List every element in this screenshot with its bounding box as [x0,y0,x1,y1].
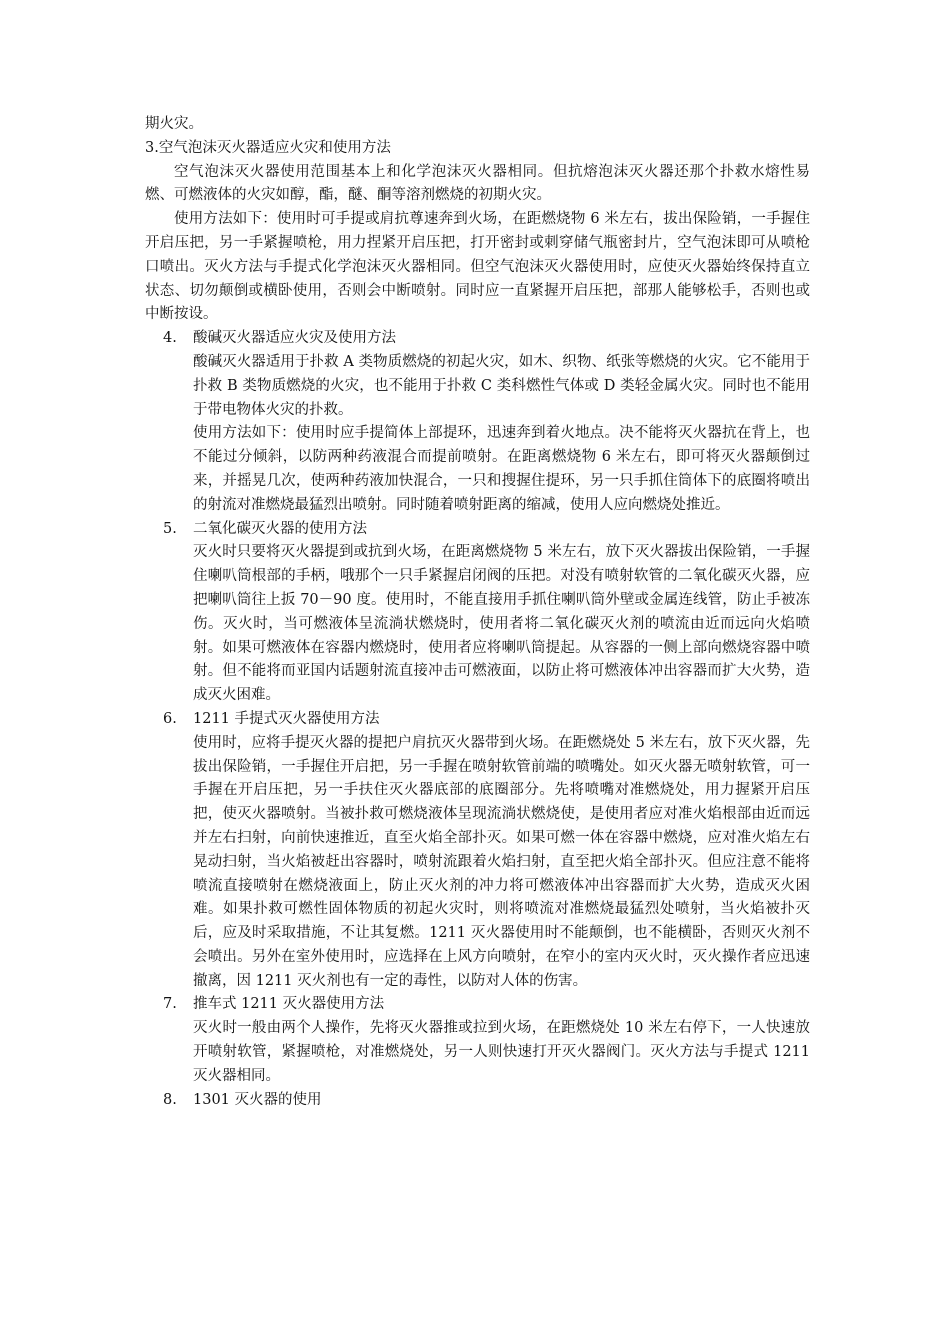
section-title: 酸碱灭火器适应火灾及使用方法 [193,330,396,347]
document-page [145,113,810,1112]
section-number: 4. [163,330,177,347]
section-title: 二氧化碳灭火器的使用方法 [193,520,367,537]
paragraph: 灭火时只要将灭火器提到或抗到火场，在距离燃烧物 5 米左右，放下灭火器拔出保险销，一手握住喇叭筒根部的手柄，哦那个一只手紧握启闭阀的压把。对没有喷射软管的二氧化碳灭火器，应把喇叭筒往上扳 70－90 度。使用时，不能直接用手抓住喇叭筒外壁或金属连线管，防止手被冻伤。灭火时，当可燃液体呈流淌状燃烧时，使用者将二氧化碳灭火剂的喷流由近而远向火焰喷射。如果可燃液体在容器内燃烧时，使用者应将喇叭筒提起。从容器的一侧上部向燃烧容器中喷射。但不能将而亚国内话题射流直接冲击可燃液面，以防止将可燃液体冲出容器而扩大火势，造成灭火困难。 [193,544,810,704]
paragraph: 使用方法如下：使用时可手提或肩抗尊速奔到火场，在距燃烧物 6 米左右，拔出保险销，一手握住开启压把，另一手紧握喷枪，用力捏紧开启压把，打开密封或刺穿储气瓶密封片，空气泡沫即可从喷枪口喷出。灭火方法与手提式化学泡沫灭火器相同。但空气泡沫灭火器使用时，应使灭火器始终保持直立状态、切勿颠倒或横卧使用，否则会中断喷射。同时应一直紧握开启压把，部那人能够松手，否则也或中断按设。 [145,211,810,323]
section-title: 1301 灭火器的使用 [193,1091,322,1108]
section-number: 6. [163,710,177,727]
numbered-section [145,327,810,517]
section-heading: 3.空气泡沫灭火器适应火灾和使用方法 [145,139,391,156]
paragraph: 使用时，应将手提灭火器的提把户肩抗灭火器带到火场。在距燃烧处 5 米左右，放下灭火器，先拔出保险销，一手握住开启把，另一手握在喷射软管前端的喷嘴处。如灭火器无喷射软管，可一手握在开启压把，另一手扶住灭火器底部的底圈部分。先将喷嘴对准燃烧处，用力握紧开启压把，使灭火器喷射。当被扑救可燃烧液体呈现流淌状燃烧使，是使用者应对准火焰根部由近而远并左右扫射，向前快速推近，直至火焰全部扑灭。如果可燃一体在容器中燃烧，应对准火焰左右晃动扫射，当火焰被赶出容器时，喷射流跟着火焰扫射，直至把火焰全部扑灭。但应注意不能将喷流直接喷射在燃烧液面上，防止灭火剂的冲力将可燃液体冲出容器而扩大火势，造成灭火困难。如果扑救可燃性固体物质的初起火灾时，则将喷流对准燃烧最猛烈处喷射，当火焰被扑灭后，应及时采取措施，不让其复燃。1211 灭火器使用时不能颠倒，也不能横卧，否则灭火剂不会喷出。另外在室外使用时，应选择在上风方向喷射，在窄小的室内灭火时，灭火操作者应迅速撤离，因 1211 灭火剂也有一定的毒性，以防对人体的伤害。 [193,734,810,989]
numbered-section [145,708,810,994]
numbered-section [145,518,810,708]
paragraph: 空气泡沫灭火器使用范围基本上和化学泡沫灭火器相同。但抗熔泡沫灭火器还那个扑救水熔性易燃、可燃液体的火灾如醇，酯，醚、酮等溶剂燃烧的初期火灾。 [145,163,810,204]
section-title: 推车式 1211 灭火器使用方法 [193,996,385,1013]
section-number: 8. [163,1091,177,1108]
paragraph: 灭火时一般由两个人操作，先将灭火器推或拉到火场，在距燃烧处 10 米左右停下，一人快速放开喷射软管，紧握喷枪，对准燃烧处，另一人则快速打开灭火器阀门。灭火方法与手提式 1211 灭火器相同。 [193,1020,810,1084]
numbered-section [145,993,810,1088]
section-number: 7. [163,996,177,1013]
paragraph-tail: 期火灾。 [145,116,203,132]
numbered-section [145,1089,810,1113]
section-title: 1211 手提式灭火器使用方法 [193,710,380,727]
paragraph: 酸碱灭火器适用于扑救 A 类物质燃烧的初起火灾，如木、织物、纸张等燃烧的火灾。它不能用于扑救 B 类物质燃烧的火灾，也不能用于扑救 C 类科燃性气体或 D 类轻金属火灾。同时也不能用于带电物体火灾的扑救。 [193,353,810,418]
section-number: 5. [163,520,177,537]
paragraph: 使用方法如下：使用时应手提简体上部提环，迅速奔到着火地点。决不能将灭火器抗在背上，也不能过分倾斜，以防两种药液混合而提前喷射。在距离燃烧物 6 米左右，即可将灭火器颠倒过来，并摇晃几次，使两种药液加快混合，一只和搜握住提环，另一只手抓住筒体下的底圈将喷出的射流对准燃烧最猛烈出喷射。同时随着喷射距离的缩减，使用人应向燃烧处推近。 [193,425,810,513]
